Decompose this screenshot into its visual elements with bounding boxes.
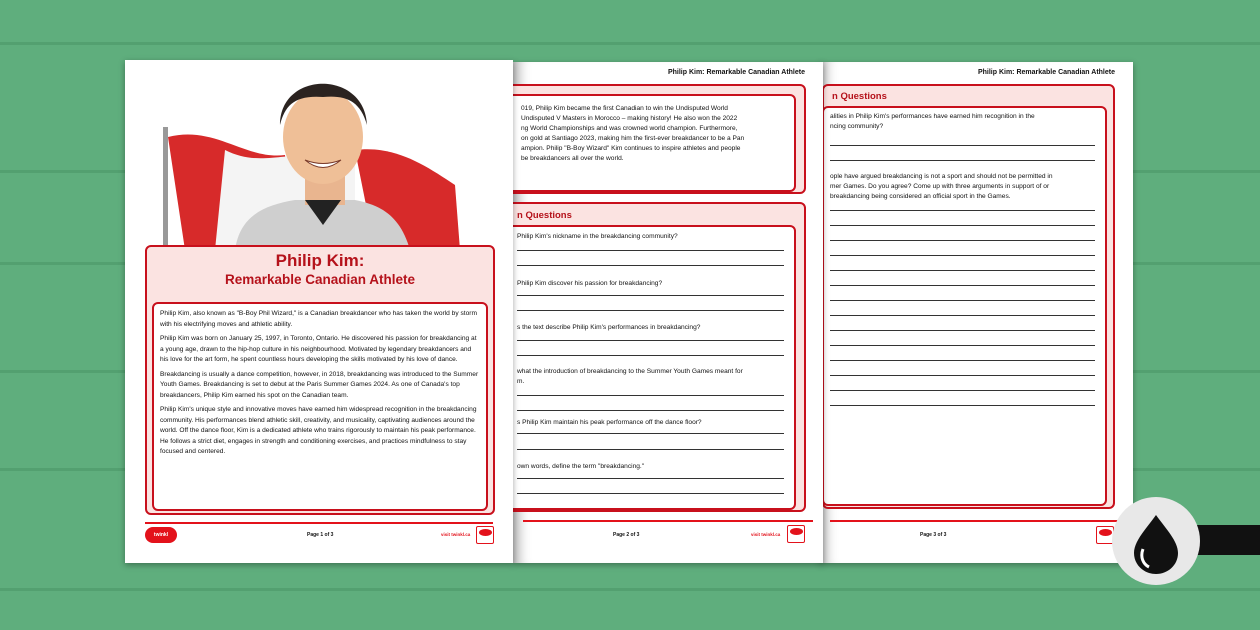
question: what the introduction of breakdancing to the Summer Youth Games meant for m.	[517, 368, 743, 385]
text-line: Undisputed V Masters in Morocco – making history! He also won the 2022	[521, 115, 738, 122]
text-line: on gold at Santiago 2023, making him the first-ever breakdancer to be a Pan	[521, 135, 745, 142]
article-panel	[145, 245, 495, 515]
footer-line	[523, 520, 813, 522]
answer-line[interactable]	[517, 449, 784, 450]
answer-line[interactable]	[517, 355, 784, 356]
answer-line[interactable]	[830, 145, 1095, 146]
question: own words, define the term "breakdancing."	[517, 463, 645, 470]
answer-line[interactable]	[830, 225, 1095, 226]
answer-line[interactable]	[830, 285, 1095, 286]
question: s the text describe Philip Kim's performances in breakdancing?	[517, 324, 701, 331]
answer-line[interactable]	[830, 300, 1095, 301]
answer-line[interactable]	[517, 250, 784, 251]
questions-heading: n Questions	[517, 210, 572, 221]
page-number: Page 3 of 3	[920, 532, 947, 538]
text-panel	[513, 84, 806, 194]
athlete-illustration	[155, 65, 475, 250]
answer-line[interactable]	[517, 493, 784, 494]
answer-line[interactable]	[517, 310, 784, 311]
answer-line[interactable]	[517, 295, 784, 296]
answer-line[interactable]	[517, 340, 784, 341]
answer-line[interactable]	[830, 330, 1095, 331]
twinkl-logo: twinkl	[145, 527, 177, 543]
answer-line[interactable]	[830, 160, 1095, 161]
answer-line[interactable]	[830, 210, 1095, 211]
visit-link[interactable]: visit twinkl.ca	[441, 532, 471, 537]
question: s Philip Kim maintain his peak performance off the dance floor?	[517, 419, 702, 426]
ink-drop-icon	[1112, 497, 1200, 585]
worksheet-page-1	[125, 60, 513, 563]
questions-box	[822, 106, 1107, 506]
questions-heading: n Questions	[832, 91, 887, 102]
question: alities in Philip Kim's performances have earned him recognition in the ncing community?	[830, 113, 1035, 130]
answer-line[interactable]	[830, 240, 1095, 241]
paragraph: Philip Kim, also known as "B-Boy Phil Wizard," is a Canadian breakdancer who has taken the world by storm with his electrifying moves and athletic ability.	[160, 310, 477, 328]
questions-panel	[513, 202, 806, 512]
page-number: Page 1 of 3	[307, 532, 334, 538]
answer-line[interactable]	[517, 265, 784, 266]
questions-panel	[822, 84, 1115, 509]
question: ople have argued breakdancing is not a sport and should not be permitted in mer Games. Do you agree? Come up with three arguments in support of or breakdancing being considered an official sport in the Games.	[830, 173, 1053, 200]
footer-line	[145, 522, 493, 524]
answer-line[interactable]	[830, 270, 1095, 271]
answer-line[interactable]	[830, 360, 1095, 361]
answer-line[interactable]	[517, 395, 784, 396]
plank-line	[0, 42, 1260, 45]
answer-line[interactable]	[830, 345, 1095, 346]
answer-line[interactable]	[830, 390, 1095, 391]
article-text-box	[152, 302, 488, 511]
question: Philip Kim's nickname in the breakdancing community?	[517, 233, 678, 240]
text-line: 019, Philip Kim became the first Canadian to win the Undisputed World	[521, 105, 728, 112]
paragraph: Philip Kim was born on January 25, 1997, in Toronto, Ontario. He discovered his passion for breakdancing at a young age, drawn to the hip-hop culture in his neighbourhood. Motivated by legendary breakdancers and his love for the art form, he spent countless hours developing the skills motivated by his love of dance.	[160, 335, 477, 363]
answer-line[interactable]	[517, 433, 784, 434]
answer-line[interactable]	[517, 478, 784, 479]
answer-line[interactable]	[830, 255, 1095, 256]
page-number: Page 2 of 3	[613, 532, 640, 538]
questions-box	[513, 225, 796, 510]
answer-line[interactable]	[830, 405, 1095, 406]
paragraph: Philip Kim's unique style and innovative moves have earned him widespread recognition in the breakdancing community. His performances blend athletic skill, creativity, and musicality, captivating audiences around the world. Off the dance floor, Kim is a dedicated athlete who trains rigorously to maintain his peak performance. He follows a strict diet, engages in strength and conditioning exercises, and practices mindfulness to stay focused and centered.	[160, 406, 477, 455]
worksheet-page-2	[513, 62, 823, 563]
answer-line[interactable]	[517, 410, 784, 411]
twinkl-badge-icon	[787, 525, 805, 543]
answer-line[interactable]	[830, 315, 1095, 316]
footer-line	[830, 520, 1123, 522]
text-box	[513, 94, 796, 192]
plank-line	[0, 588, 1260, 591]
text-line: ampion. Philip "B-Boy Wizard" Kim continues to inspire athletes and people	[521, 145, 741, 152]
page-header: Philip Kim: Remarkable Canadian Athlete	[977, 69, 1115, 76]
answer-line[interactable]	[830, 375, 1095, 376]
ink-drop-badge[interactable]	[1112, 497, 1200, 585]
worksheet-page-3	[820, 62, 1133, 563]
twinkl-badge-icon	[476, 526, 494, 544]
question: Philip Kim discover his passion for breakdancing?	[517, 280, 663, 287]
text-line: ng World Championships and was crowned world champion. Furthermore,	[521, 125, 738, 132]
page-header: Philip Kim: Remarkable Canadian Athlete	[667, 69, 805, 76]
article-title: Philip Kim:	[275, 251, 365, 270]
text-line: be breakdancers all over the world.	[521, 155, 624, 162]
paragraph: Breakdancing is usually a dance competition, however, in 2018, breakdancing was introduced to the Summer Youth Games. Breakdancing is set to debut at the Paris Summer Games 2024. As one of Canada's top breakdancers, Philip Kim earned his spot on the Canadian team.	[160, 370, 479, 399]
article-subtitle: Remarkable Canadian Athlete	[224, 272, 416, 287]
visit-link[interactable]: visit twinkl.ca	[751, 532, 781, 537]
